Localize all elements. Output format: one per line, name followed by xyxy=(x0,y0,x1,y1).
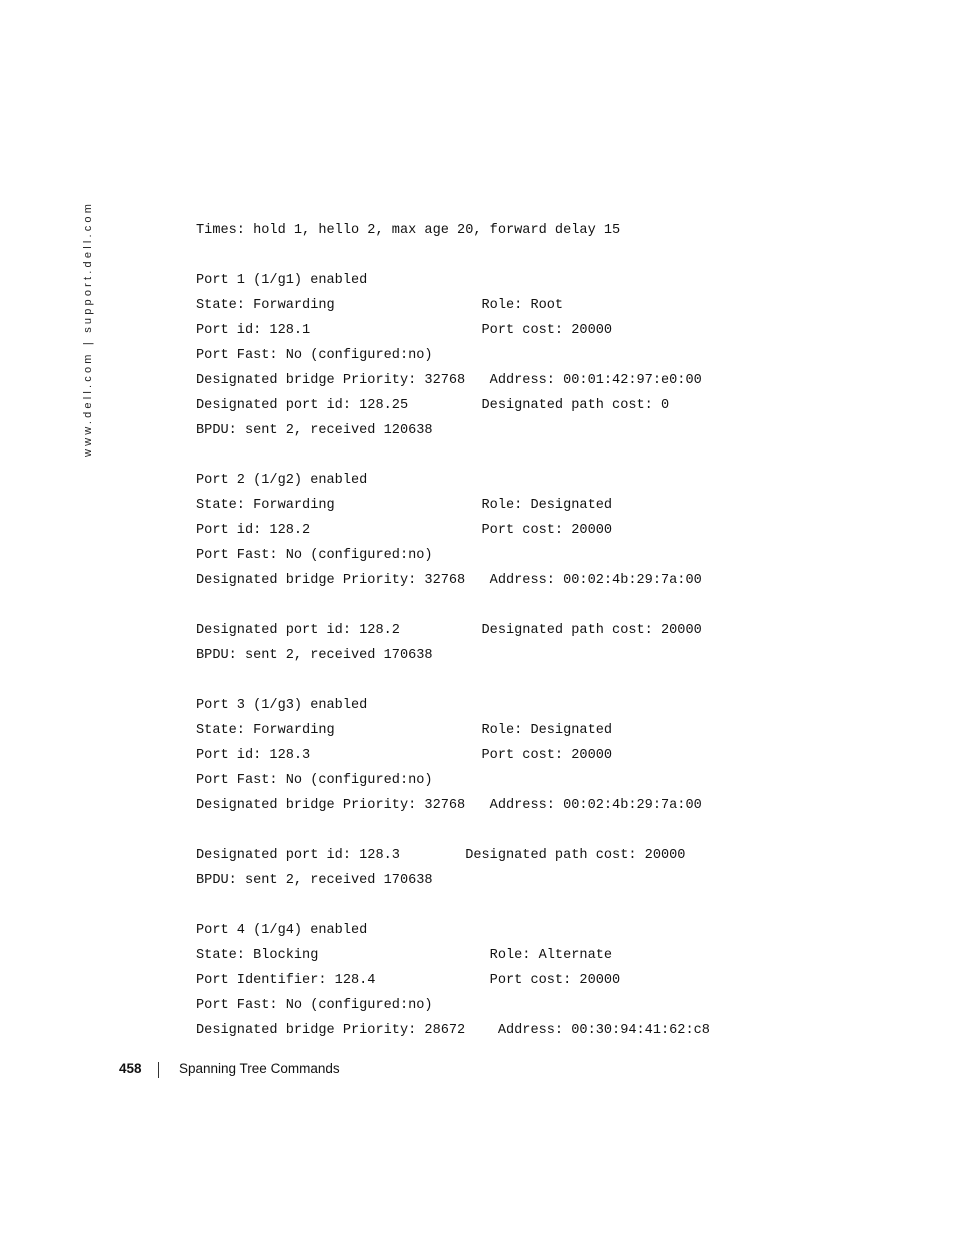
code-line: BPDU: sent 2, received 120638 xyxy=(196,423,433,438)
code-line: Designated bridge Priority: 32768 Address: 00:01:42:97:e0:00 xyxy=(196,373,702,388)
code-line: Port id: 128.2 Port cost: 20000 xyxy=(196,523,613,538)
page-number: 458 xyxy=(119,1061,142,1076)
code-line xyxy=(196,593,710,618)
code-line: Times: hold 1, hello 2, max age 20, forward delay 15 xyxy=(196,223,621,238)
code-line: Port Fast: No (configured:no) xyxy=(196,773,433,788)
code-line xyxy=(196,443,710,468)
code-line: State: Blocking Role: Alternate xyxy=(196,948,613,963)
code-line: BPDU: sent 2, received 170638 xyxy=(196,873,433,888)
code-line xyxy=(196,243,710,268)
code-line: Designated port id: 128.3 Designated path cost: 20000 xyxy=(196,848,686,863)
code-line: Port id: 128.3 Port cost: 20000 xyxy=(196,748,613,763)
code-line xyxy=(196,893,710,918)
code-line: State: Forwarding Role: Designated xyxy=(196,498,613,513)
code-line: Designated port id: 128.25 Designated path cost: 0 xyxy=(196,398,670,413)
code-line: Port Fast: No (configured:no) xyxy=(196,548,433,563)
code-line: Designated bridge Priority: 32768 Address: 00:02:4b:29:7a:00 xyxy=(196,573,702,588)
code-line: Designated bridge Priority: 32768 Address: 00:02:4b:29:7a:00 xyxy=(196,798,702,813)
footer-divider xyxy=(158,1062,159,1078)
code-line: State: Forwarding Role: Designated xyxy=(196,723,613,738)
code-line: Port Fast: No (configured:no) xyxy=(196,998,433,1013)
side-url: www.dell.com | support.dell.com xyxy=(82,200,94,457)
code-line: BPDU: sent 2, received 170638 xyxy=(196,648,433,663)
code-line: State: Forwarding Role: Root xyxy=(196,298,564,313)
code-line: Port 3 (1/g3) enabled xyxy=(196,698,368,713)
code-line: Port 4 (1/g4) enabled xyxy=(196,923,368,938)
code-line: Designated port id: 128.2 Designated path cost: 20000 xyxy=(196,623,702,638)
code-block xyxy=(196,218,710,1043)
code-line: Designated bridge Priority: 28672 Address: 00:30:94:41:62:c8 xyxy=(196,1023,710,1038)
code-line: Port Identifier: 128.4 Port cost: 20000 xyxy=(196,973,621,988)
code-line: Port 1 (1/g1) enabled xyxy=(196,273,368,288)
section-title: Spanning Tree Commands xyxy=(179,1061,340,1076)
code-line: Port Fast: No (configured:no) xyxy=(196,348,433,363)
code-line xyxy=(196,668,710,693)
code-line: Port id: 128.1 Port cost: 20000 xyxy=(196,323,613,338)
code-line: Port 2 (1/g2) enabled xyxy=(196,473,368,488)
code-line xyxy=(196,818,710,843)
